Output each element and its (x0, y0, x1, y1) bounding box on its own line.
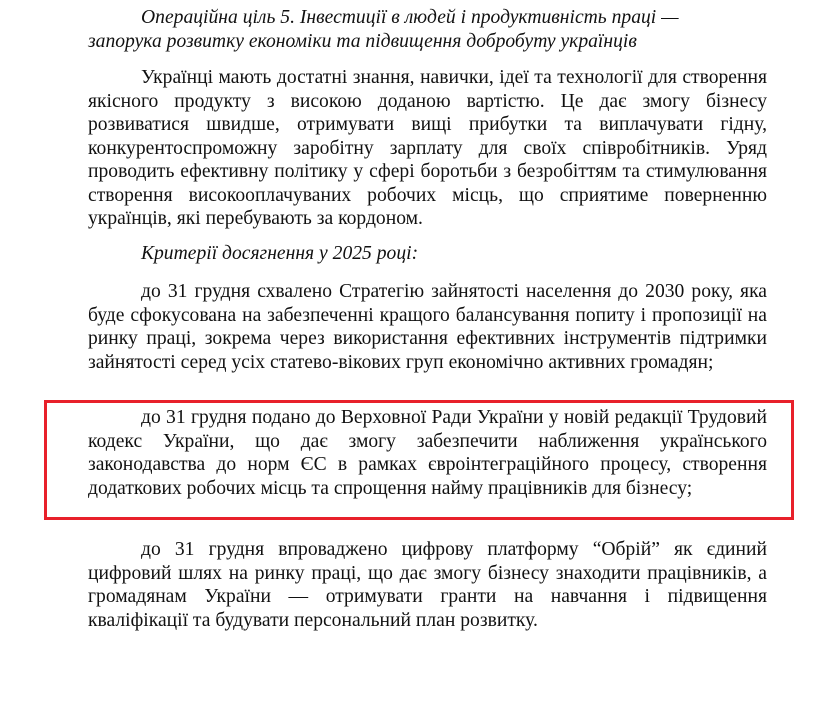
criterion-item-labour-code: до 31 грудня подано до Верховної Ради України у новій редакції Трудовий кодекс України, що дає змогу забезпечити наближення українського законодавства до норм ЄС в рамках євроінтеграційного процесу, створення додаткових робочих місць та спрощення найму працівників для бізнесу; (88, 407, 767, 499)
section-heading-line-2: запорука розвитку економіки та підвищення добробуту українців (88, 30, 637, 52)
criterion-item-strategy: до 31 грудня схвалено Стратегію зайнятості населення до 2030 року, яка буде сфокусована на забезпеченні кращого балансування попиту і пропозиції на ринку праці, зокрема через використання ефективних інструментів підтримки зайнятості серед усіх статево-вікових груп економічно активних громадян; (88, 281, 767, 373)
criterion-item-obrii-platform: до 31 грудня впроваджено цифрову платформу “Обрій” як єдиний цифровий шлях на ринку праці, що дає змогу бізнесу знаходити працівників, а громадянам України — отримувати гранти на навчання і підвищення кваліфікації та будувати персональний план розвитку. (88, 539, 767, 631)
criteria-label: Критерії досягнення у 2025 році: (141, 243, 419, 264)
section-heading-line-1: Операційна ціль 5. Інвестиції в людей і продуктивність праці — (141, 7, 679, 28)
intro-paragraph: Українці мають достатні знання, навички, ідеї та технології для створення якісного продукту з високою доданою вартістю. Це дає змогу бізнесу розвиватися швидше, отримувати вищі прибутки та виплачувати гідну, конкурентоспроможну заробітну зарплату для своїх співробітників. Уряд проводить ефективну політику у сфері боротьби з безробіттям та стимулювання створення високооплачуваних робочих місць, що сприятиме поверненню українців, які перебувають за кордоном. (88, 67, 767, 229)
section-heading (88, 6, 767, 53)
